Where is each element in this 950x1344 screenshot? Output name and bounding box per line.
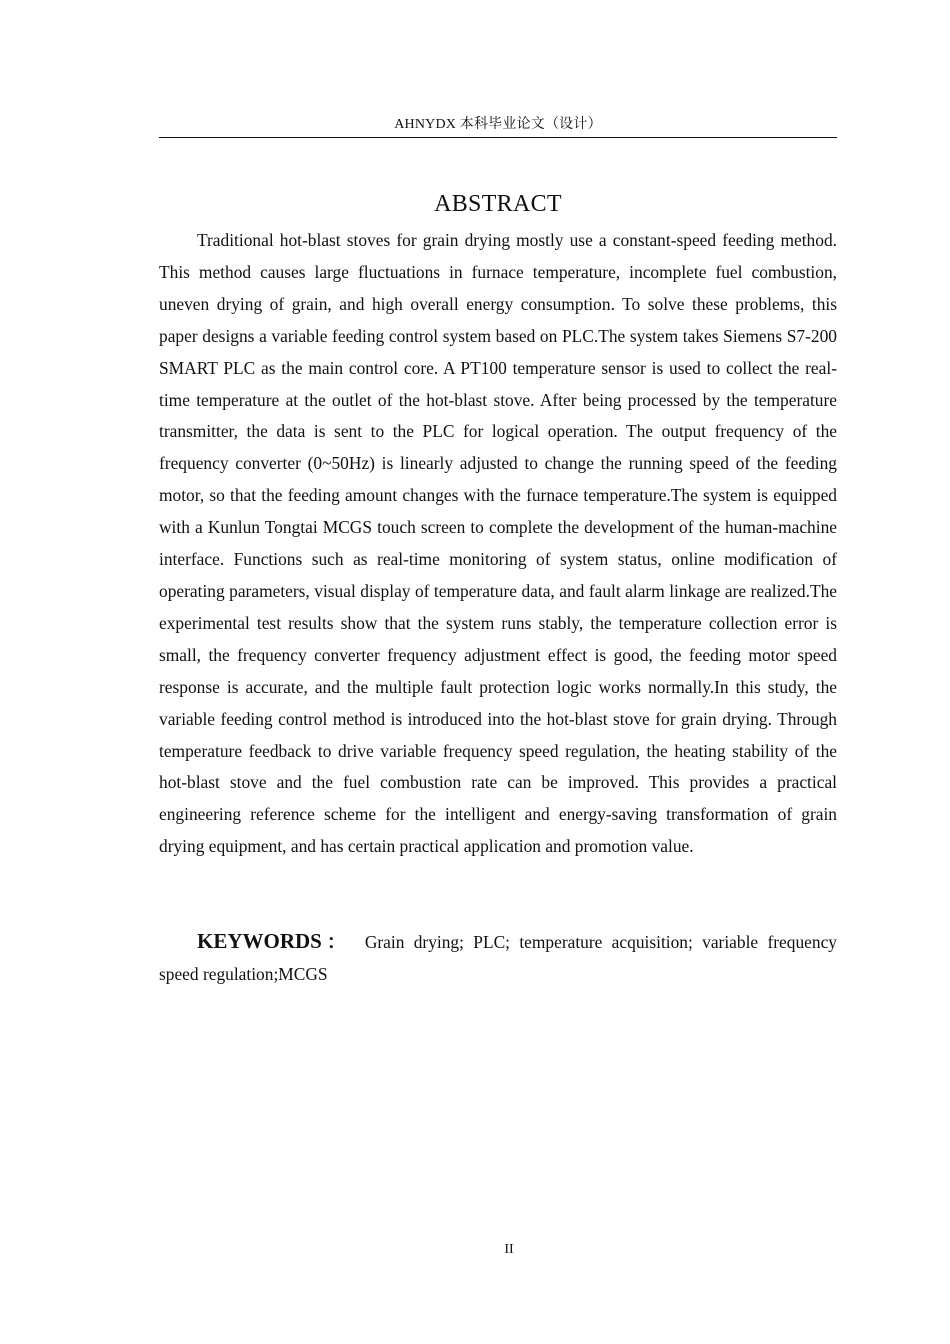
abstract-title: ABSTRACT xyxy=(434,191,562,218)
keywords-text: Grain drying; PLC; temperature acquisition; variable frequency speed regulation;MCGS xyxy=(159,932,837,984)
header-divider xyxy=(159,137,837,138)
page-number: II xyxy=(504,1242,514,1257)
running-header: AHNYDX 本科毕业论文（设计） xyxy=(394,117,602,132)
keywords-colon: ： xyxy=(321,932,351,953)
keywords-paragraph xyxy=(159,926,837,991)
abstract-body: Traditional hot-blast stoves for grain drying mostly use a constant-speed feeding method. This method causes large fluctuations in furnace temperature, incomplete fuel combustion, uneven drying of grain, and high overall energy consumption. To solve these problems, this paper designs a variable feeding control system based on PLC.The system takes Siemens S7-200 SMART PLC as the main control core. A PT100 temperature sensor is used to collect the real-time temperature at the outlet of the hot-blast stove. After being processed by the temperature transmitter, the data is sent to the PLC for logical operation. The output frequency of the frequency converter (0~50Hz) is linearly adjusted to change the running speed of the feeding motor, so that the feeding amount changes with the furnace temperature.The system is equipped with a Kunlun Tongtai MCGS touch screen to complete the development of the human-machine interface. Functions such as real-time monitoring of system status, online modification of operating parameters, visual display of temperature data, and fault alarm linkage are realized.The experimental test results show that the system runs stably, the temperature collection error is small, the frequency converter frequency adjustment effect is good, the feeding motor speed response is accurate, and the multiple fault protection logic works normally.In this study, the variable feeding control method is introduced into the hot-blast stove for grain drying. Through temperature feedback to drive variable frequency speed regulation, the heating stability of the hot-blast stove and the fuel combustion rate can be improved. This provides a practical engineering reference scheme for the intelligent and energy-saving transformation of grain drying equipment, and has certain practical application and promotion value. xyxy=(159,230,837,857)
keywords-label: KEYWORDS xyxy=(197,929,322,953)
